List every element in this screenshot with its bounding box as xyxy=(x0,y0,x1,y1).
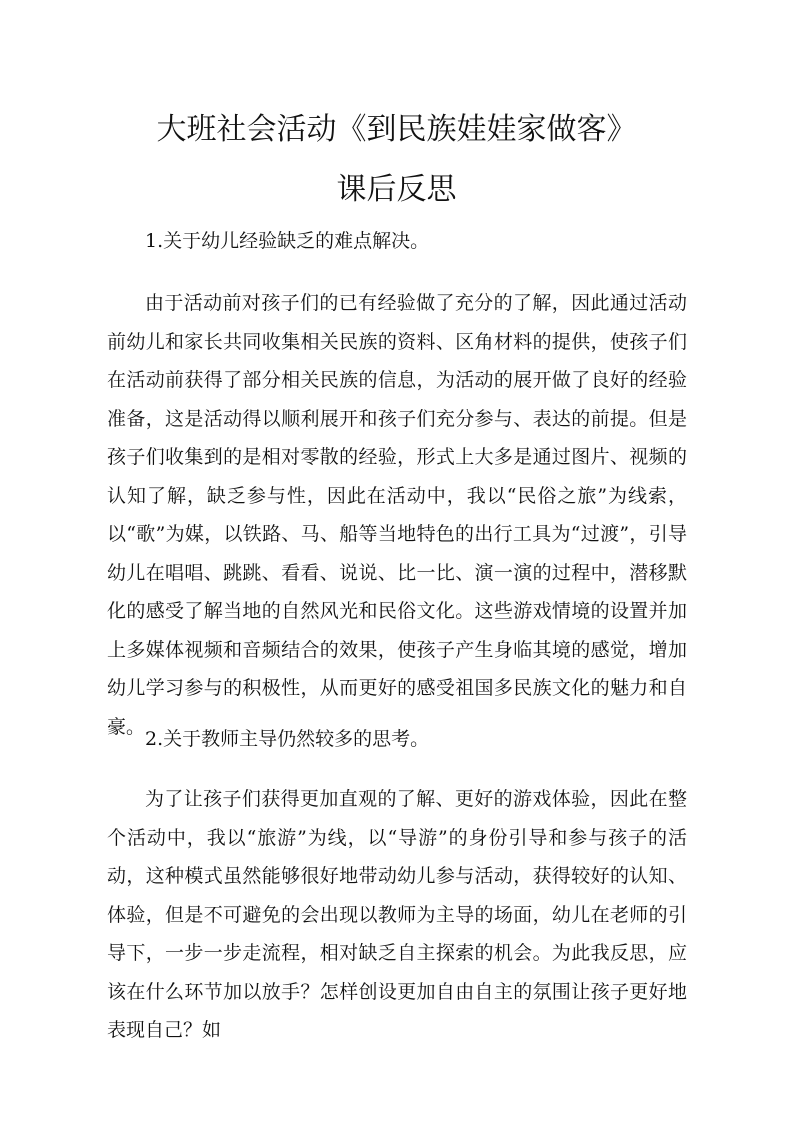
paragraph-1: 由于活动前对孩子们的已有经验做了充分的了解，因此通过活动前幼儿和家长共同收集相关民族的资料、区角材料的提供，使孩子们在活动前获得了部分相关民族的信息，为活动的展开做了良好的经验准备，这是活动得以顺利展开和孩子们充分参与、表达的前提。但是孩子们收集到的是相对零散的经验，形式上大多是通过图片、视频的认知了解，缺乏参与性，因此在活动中，我以“民俗之旅”为线索，以“歌”为媒，以铁路、马、船等当地特色的出行工具为“过渡”，引导幼儿在唱唱、跳跳、看看、说说、比一比、演一演的过程中，潜移默化的感受了解当地的自然风光和民俗文化。这些游戏情境的设置并加上多媒体视频和音频结合的效果，使孩子产生身临其境的感觉，增加幼儿学习参与的积极性，从而更好的感受祖国多民族文化的魅力和自豪。 xyxy=(107,292,687,738)
section-heading-2: 2.关于教师主导仍然较多的思考。 xyxy=(145,728,430,750)
paragraph-2: 为了让孩子们获得更加直观的了解、更好的游戏体验，因此在整个活动中，我以“旅游”为线，以“导游”的身份引导和参与孩子的活动，这种模式虽然能够很好地带动幼儿参与活动，获得较好的认知、体验，但是不可避免的会出现以教师为主导的场面，幼儿在老师的引导下，一步一步走流程，相对缺乏自主探索的机会。为此我反思，应该在什么环节加以放手？怎样创设更加自由自主的氛围让孩子更好地表现自己？如 xyxy=(107,788,687,1041)
document-title: 大班社会活动《到民族娃娃家做客》 xyxy=(156,112,637,147)
document-subtitle: 课后反思 xyxy=(336,172,457,207)
section-heading-1: 1.关于幼儿经验缺乏的难点解决。 xyxy=(145,230,430,252)
